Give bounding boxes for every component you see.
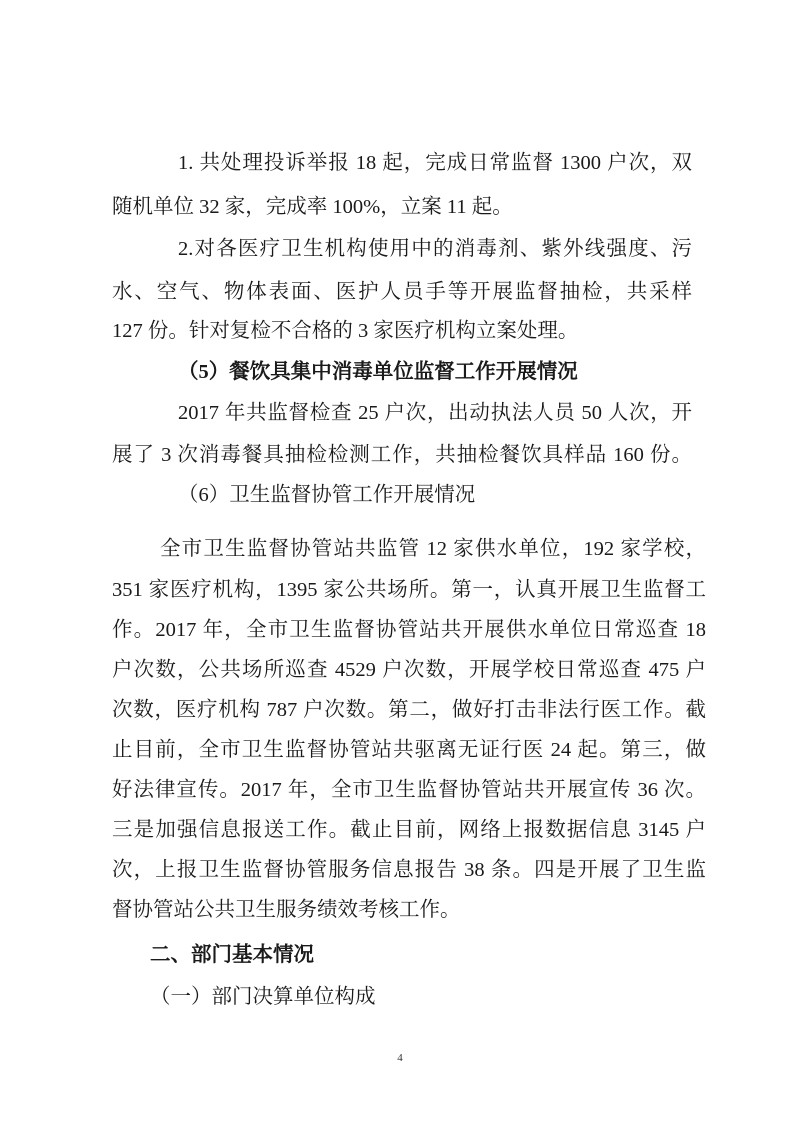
paragraph-line: 2017 年共监督检查 25 户次，出动执法人员 50 人次，开: [178, 402, 692, 424]
paragraph-line: 全市卫生监督协管站共监管 12 家供水单位，192 家学校，: [160, 538, 706, 560]
paragraph-line: 2.对各医疗卫生机构使用中的消毒剂、紫外线强度、污: [178, 238, 692, 260]
paragraph-line: 作。2017 年，全市卫生监督协管站共开展供水单位日常巡查 18: [112, 619, 706, 641]
paragraph-line: 止目前，全市卫生监督协管站共驱离无证行医 24 起。第三，做: [112, 739, 706, 761]
paragraph-line: 1. 共处理投诉举报 18 起，完成日常监督 1300 户次，双: [178, 152, 692, 174]
subsection-heading-1: （一）部门决算单位构成: [150, 986, 376, 1008]
paragraph-line: 好法律宣传。2017 年，全市卫生监督协管站共开展宣传 36 次。: [112, 779, 706, 801]
paragraph-line: 351 家医疗机构，1395 家公共场所。第一，认真开展卫生监督工: [112, 579, 706, 601]
paragraph-line: 督协管站公共卫生服务绩效考核工作。: [112, 899, 461, 921]
paragraph-line: 次，上报卫生监督协管服务信息报告 38 条。四是开展了卫生监: [112, 859, 706, 881]
section-heading-6: （6）卫生监督协管工作开展情况: [178, 484, 476, 506]
paragraph-line: 随机单位 32 家，完成率 100%，立案 11 起。: [112, 196, 513, 218]
paragraph-line: 展了 3 次消毒餐具抽检检测工作，共抽检餐饮具样品 160 份。: [112, 444, 692, 466]
paragraph-line: 三是加强信息报送工作。截止目前，网络上报数据信息 3145 户: [112, 819, 706, 841]
page-number: 4: [397, 1052, 403, 1064]
paragraph-line: 水、空气、物体表面、医护人员手等开展监督抽检，共采样: [112, 281, 692, 303]
paragraph-line: 127 份。针对复检不合格的 3 家医疗机构立案处理。: [112, 320, 579, 342]
paragraph-line: 次数，医疗机构 787 户次数。第二，做好打击非法行医工作。截: [112, 699, 706, 721]
paragraph-line: 户次数，公共场所巡查 4529 户次数，开展学校日常巡查 475 户: [112, 659, 706, 681]
section-heading-5: （5）餐饮具集中消毒单位监督工作开展情况: [178, 361, 578, 383]
section-heading-2: 二、部门基本情况: [150, 944, 314, 966]
